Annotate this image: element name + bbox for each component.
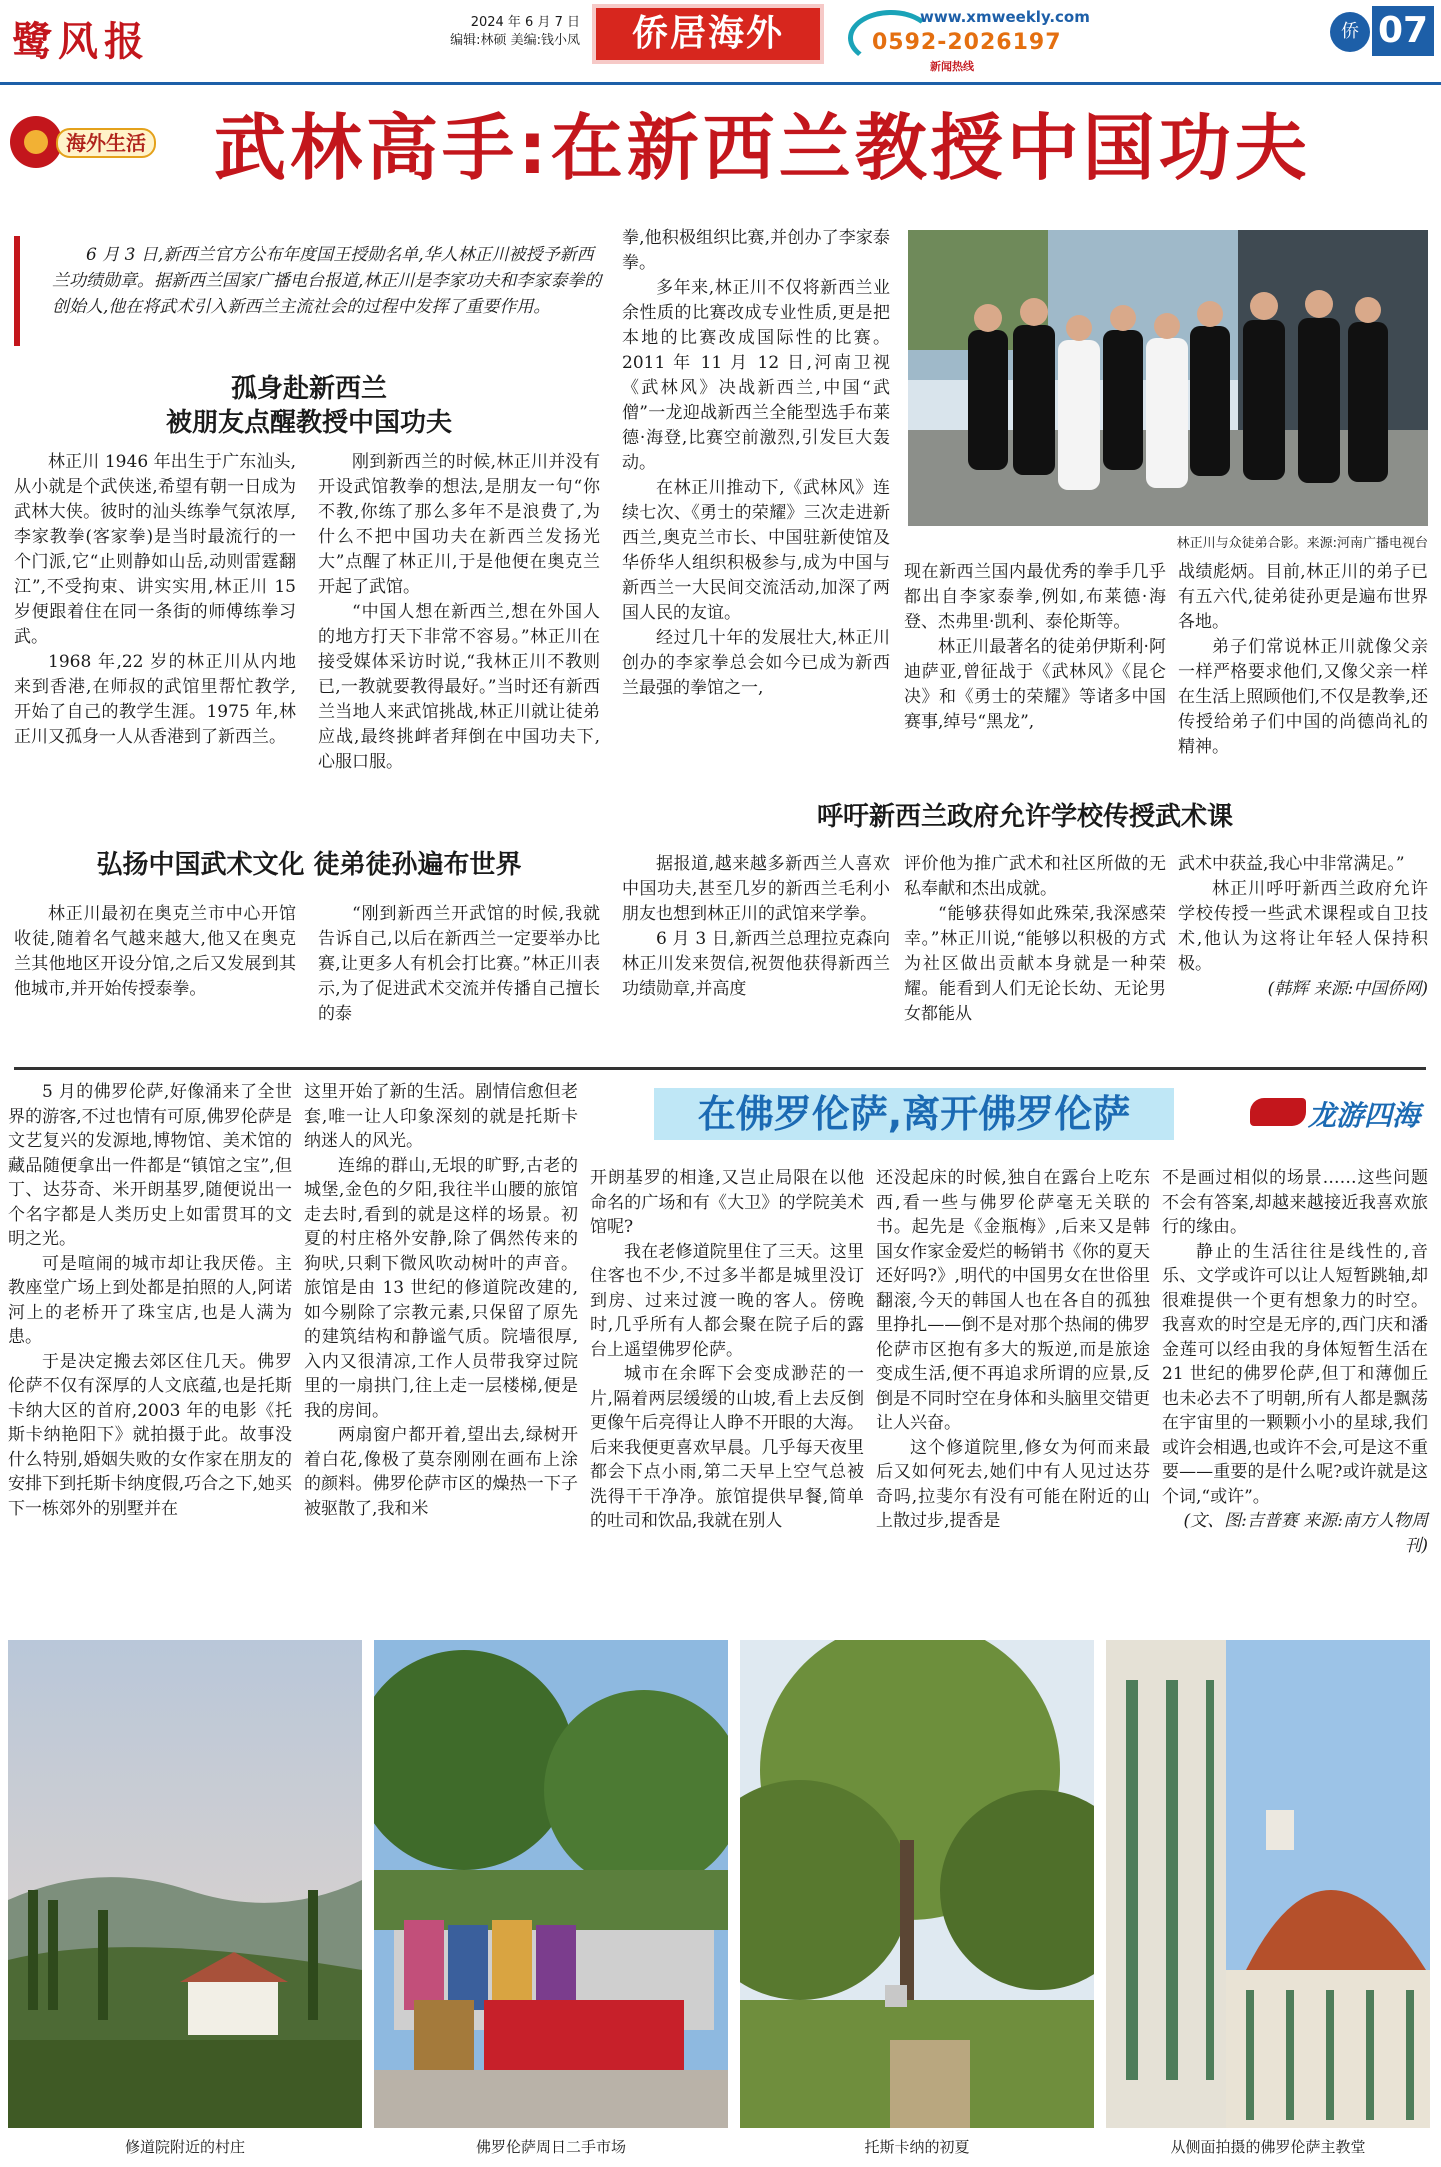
paragraph: “刚到新西兰开武馆的时候,我就告诉自己,以后在新西兰一定要举办比赛,让更多人有机会打比赛。”林正川表示,为了促进武术交流并传播自己擅长的泰 bbox=[318, 904, 600, 1024]
paragraph: 两扇窗户都开着,望出去,绿树开着白花,像极了莫奈刚刚在画布上涂的颜料。佛罗伦萨市区的燥热一下子被驱散了,我和米 bbox=[304, 1425, 578, 1519]
subhead-1-line-2: 被朋友点醒教授中国功夫 bbox=[165, 408, 452, 438]
section-banner: 侨居海外 bbox=[592, 4, 824, 64]
top-rule bbox=[0, 82, 1441, 85]
article2-col-4 bbox=[876, 1166, 1150, 1534]
caption-village: 修道院附近的村庄 bbox=[124, 2138, 245, 2156]
photo-cathedral bbox=[1106, 1640, 1430, 2128]
article1-col-4b bbox=[904, 852, 1166, 1027]
article1-col-3 bbox=[622, 226, 890, 701]
article1-col-1b bbox=[14, 902, 296, 1002]
paragraph: 于是决定搬去郊区住几天。佛罗伦萨不仅有深厚的人文底蕴,也是托斯卡纳大区的首府,2003 年的电影《托斯卡纳艳阳下》就拍摄于此。故事没什么特别,婚姻失败的女作家在朋友的安排下到托斯卡纳度假,巧合之下,她买下一栋郊外的别墅并在 bbox=[8, 1351, 292, 1519]
article1-lead bbox=[14, 236, 604, 346]
paragraph: 弟子们常说林正川就像父亲一样严格要求他们,又像父亲一样在生活上照顾他们,不仅是教拳,还传授给弟子们中国的尚德尚礼的精神。 bbox=[1178, 637, 1428, 757]
paragraph: 林正川最初在奥克兰市中心开馆收徒,随着名气越来越大,他又在奥克兰其他地区开设分馆,之后又发展到其他城市,并开始传授泰拳。 bbox=[14, 904, 296, 999]
paragraph: 静止的生活往往是线性的,音乐、文学或许可以让人短暂跳轴,却很难提供一个更有想象力的时空。我喜欢的时空是无序的,西门庆和潘金莲可以经由我的身体短暂生活在 21 世纪的佛罗伦萨,但丁和薄伽丘也未必去不了明朝,所有人都是飘荡在宇宙里的一颗颗小小的星球,我们或许会相遇,也或许不会,可是这不重要——重要的是什么呢?或许就是这个词,“或许”。 bbox=[1162, 1241, 1428, 1507]
paragraph: 经过几十年的发展壮大,林正川创办的李家拳总会如今已成为新西兰最强的拳馆之一, bbox=[622, 628, 890, 698]
column-tag-dragon-travel bbox=[1250, 1090, 1430, 1134]
article1-col-3b bbox=[622, 852, 890, 1002]
issue-date: 2024 年 6 月 7 日 bbox=[470, 15, 580, 30]
dragon-icon bbox=[1250, 1098, 1306, 1126]
article2-headline: 在佛罗伦萨,离开佛罗伦萨 bbox=[654, 1088, 1174, 1140]
article2-col-1 bbox=[8, 1080, 292, 1521]
paragraph: 战绩彪炳。目前,林正川的弟子已有五六代,徒弟徒孙更是遍布世界各地。 bbox=[1178, 562, 1428, 632]
photo-market bbox=[374, 1640, 728, 2128]
column-tag2-label: 龙游四海 bbox=[1308, 1099, 1421, 1132]
lead-text: 6 月 3 日,新西兰官方公布年度国王授勋名单,华人林正川被授予新西兰功绩勋章。据新西兰国家广播电台报道,林正川是李家功夫和李家泰拳的创始人,他在将武术引入新西兰主流社会的过程中发挥了重要作用。 bbox=[52, 245, 602, 317]
lantern-emblem-icon bbox=[10, 116, 62, 168]
paragraph: 武术中获益,我心中非常满足。” bbox=[1178, 854, 1405, 874]
paragraph: 据报道,越来越多新西兰人喜欢中国功夫,甚至几岁的新西兰毛利小朋友也想到林正川的武馆来学拳。 bbox=[622, 854, 890, 924]
paragraph: 我在老修道院里住了三天。这里住客也不少,不过多半都是城里没订到房、过来过渡一晚的客人。傍晚时,几乎所有人都会聚在院子后的露台上遥望佛罗伦萨。 bbox=[590, 1241, 864, 1360]
caption-tuscany: 托斯卡纳的初夏 bbox=[864, 2138, 970, 2156]
article2-col-2 bbox=[304, 1080, 578, 1521]
article1-col-2 bbox=[318, 450, 600, 775]
paragraph: 这个修道院里,修女为何而来最后又如何死去,她们中有人见过达芬奇吗,拉斐尔有没有可能在附近的山上散过步,提香是 bbox=[876, 1437, 1150, 1531]
website-link[interactable]: www.xmweekly.com bbox=[920, 8, 1090, 26]
hotline-label: 新闻热线 bbox=[930, 60, 974, 73]
paragraph: 现在新西兰国内最优秀的拳手几乎都出自李家泰拳,例如,布莱德·海登、杰弗里·凯利、泰伦斯等。 bbox=[904, 562, 1166, 632]
section-divider bbox=[14, 1067, 1426, 1070]
article1-headline: 武林高手:在新西兰教授中国功夫 bbox=[214, 106, 1311, 190]
paragraph: 评价他为推广武术和社区所做的无私奉献和杰出成就。 bbox=[904, 854, 1166, 899]
group-photo bbox=[908, 230, 1428, 526]
column-tag-label: 海外生活 bbox=[56, 128, 156, 158]
group-photo-caption: 林正川与众徒弟合影。来源:河南广播电视台 bbox=[1176, 536, 1428, 551]
paragraph: 刚到新西兰的时候,林正川并没有开设武馆教拳的想法,是朋友一句“你不教,你练了那么多年不是浪费了,为什么不把中国功夫在新西兰发扬光大”点醒了林正川,于是他便在奥克兰开起了武馆。 bbox=[318, 452, 600, 597]
paragraph: 在林正川推动下,《武林风》连续七次、《勇士的荣耀》三次走进新西兰,奥克兰市长、中国驻新使馆及华侨华人组织积极参与,成为中国与新西兰一大民间交流活动,加深了两国人民的友谊。 bbox=[622, 478, 890, 623]
section-badge-icon: 侨 bbox=[1330, 12, 1370, 52]
paragraph: 还没起床的时候,独自在露台上吃东西,看一些与佛罗伦萨毫无关联的书。起先是《金瓶梅》,后来又是韩国女作家金爱烂的畅销书《你的夏天还好吗?》,明代的中国男女在世俗里翻滚,今天的韩国人也在各自的孤独里挣扎——倒不是对那个热闹的佛罗伦萨市区抱有多大的叛逆,而是旅途变成生活,便不再追求所谓的应景,反倒是不同时空在身体和头脑里交错更让人兴奋。 bbox=[876, 1168, 1150, 1433]
caption-cathedral: 从侧面拍摄的佛罗伦萨主教堂 bbox=[1170, 2138, 1366, 2156]
subhead-1-line-1: 孤身赴新西兰 bbox=[230, 374, 387, 404]
article2-credit: (文、图:吉普赛 来源:南方人物周刊) bbox=[1183, 1511, 1428, 1556]
paragraph: 5 月的佛罗伦萨,好像涌来了全世界的游客,不过也情有可原,佛罗伦萨是文艺复兴的发源地,博物馆、美术馆的藏品随便拿出一件都是“镇馆之宝”,但丁、达芬奇、米开朗基罗,随便说出一个名字都是人类历史上如雷贯耳的文明之光。 bbox=[8, 1082, 292, 1249]
paragraph: 城市在余晖下会变成渺茫的一片,隔着两层缓缓的山坡,看上去反倒更像午后亮得让人睁不开眼的大海。后来我便更喜欢早晨。几乎每天夜里都会下点小雨,第二天早上空气总被洗得干干净净。旅馆提供早餐,简单的吐司和饮品,我就在别人 bbox=[590, 1364, 864, 1531]
paragraph: 开朗基罗的相逢,又岂止局限在以他命名的广场和有《大卫》的学院美术馆呢? bbox=[590, 1168, 864, 1237]
column-tag-overseas-life bbox=[10, 116, 180, 168]
paragraph: 拳,他积极组织比赛,并创办了李家泰拳。 bbox=[622, 228, 890, 273]
article1-subhead-2: 弘扬中国武术文化 徒弟徒孙遍布世界 bbox=[96, 850, 522, 880]
caption-market: 佛罗伦萨周日二手市场 bbox=[475, 2138, 626, 2156]
article1-subhead-1 bbox=[14, 372, 604, 440]
paragraph: 林正川呼吁新西兰政府允许学校传授一些武术课程或自卫技术,他认为这将让年轻人保持积极。 bbox=[1178, 879, 1428, 974]
paragraph: 多年来,林正川不仅将新西兰业余性质的比赛改成专业性质,更是把本地的比赛改成国际性的比赛。2011 年 11 月 12 日,河南卫视《武林风》决战新西兰,中国“武僧”一龙迎战新西兰全能型选手布莱德·海登,比赛空前激烈,引发巨大轰动。 bbox=[622, 278, 890, 473]
photo-village bbox=[8, 1640, 362, 2128]
article2-col-3 bbox=[590, 1166, 864, 1534]
paragraph: 连绵的群山,无垠的旷野,古老的城堡,金色的夕阳,我往半山腰的旅馆走去时,看到的就是这样的场景。初夏的村庄格外安静,除了偶然传来的狗吠,只剩下微风吹动树叶的声音。旅馆是由 13 世纪的修道院改建的,如今剔除了宗教元素,只保留了原先的建筑结构和静谧气质。院墙很厚,入内又很清凉,工作人员带我穿过院里的一扇拱门,往上走一层楼梯,便是我的房间。 bbox=[304, 1155, 578, 1421]
article2-col-5 bbox=[1162, 1166, 1428, 1558]
newspaper-logo: 鹭风报 bbox=[12, 18, 150, 65]
paragraph: 可是喧闹的城市却让我厌倦。主教座堂广场上到处都是拍照的人,阿诺河上的老桥开了珠宝店,也是人满为患。 bbox=[8, 1253, 292, 1347]
article1-col-2b bbox=[318, 902, 600, 1027]
paragraph: “能够获得如此殊荣,我深感荣幸。”林正川说,“能够以积极的方式为社区做出贡献本身就是一种荣耀。能看到人们无论长幼、无论男女都能从 bbox=[904, 904, 1166, 1024]
paragraph: “中国人想在新西兰,想在外国人的地方打天下非常不容易。”林正川在接受媒体采访时说,“我林正川不教则已,一教就要教得最好。”当时还有新西兰当地人来武馆挑战,林正川就让徒弟应战,最终挑衅者拜倒在中国功夫下,心服口服。 bbox=[318, 602, 600, 772]
paragraph: 林正川 1946 年出生于广东汕头,从小就是个武侠迷,希望有朝一日成为武林大侠。彼时的汕头练拳气氛浓厚,李家教拳(客家拳)是当时最流行的一个门派,它“止则静如山岳,动则雷霆翻江”,不受拘束、讲实实用,林正川 15 岁便跟着住在同一条街的师傅练拳习武。 bbox=[14, 452, 296, 647]
market-image bbox=[374, 1640, 728, 2128]
editor-credit: 编辑:林硕 美编:钱小凤 bbox=[450, 33, 580, 48]
tuscany-image bbox=[740, 1640, 1094, 2128]
photo-tuscany bbox=[740, 1640, 1094, 2128]
paragraph: 不是画过相似的场景……这些问题不会有答案,却越来越接近我喜欢旅行的缘由。 bbox=[1162, 1168, 1428, 1237]
village-image bbox=[8, 1640, 362, 2128]
paragraph: 这里开始了新的生活。剧情信愈但老套,唯一让人印象深刻的就是托斯卡纳迷人的风光。 bbox=[304, 1082, 578, 1151]
paragraph: 1968 年,22 岁的林正川从内地来到香港,在师叔的武馆里帮忙教学,开始了自己的教学生涯。1975 年,林正川又孤身一人从香港到了新西兰。 bbox=[14, 652, 296, 747]
article1-col-5b bbox=[1178, 852, 1428, 1002]
paragraph: 林正川最著名的徒弟伊斯利·阿迪萨亚,曾征战于《武林风》《昆仑决》和《勇士的荣耀》等诸多中国赛事,绰号“黑龙”, bbox=[904, 637, 1166, 732]
article1-subhead-3: 呼吁新西兰政府允许学校传授武术课 bbox=[816, 802, 1233, 832]
article1-col-5 bbox=[1178, 560, 1428, 760]
cathedral-image bbox=[1106, 1640, 1430, 2128]
issue-info bbox=[420, 14, 580, 50]
article1-col-4 bbox=[904, 560, 1166, 735]
paragraph: 6 月 3 日,新西兰总理拉克森向林正川发来贺信,祝贺他获得新西兰功绩勋章,并高度 bbox=[622, 929, 890, 999]
group-photo-image bbox=[908, 230, 1428, 526]
hotline-phone: 0592-2026197 bbox=[872, 30, 1062, 55]
article1-col-1 bbox=[14, 450, 296, 750]
article1-credit: (韩辉 来源:中国侨网) bbox=[1267, 979, 1428, 999]
page-number: 07 bbox=[1372, 6, 1434, 56]
